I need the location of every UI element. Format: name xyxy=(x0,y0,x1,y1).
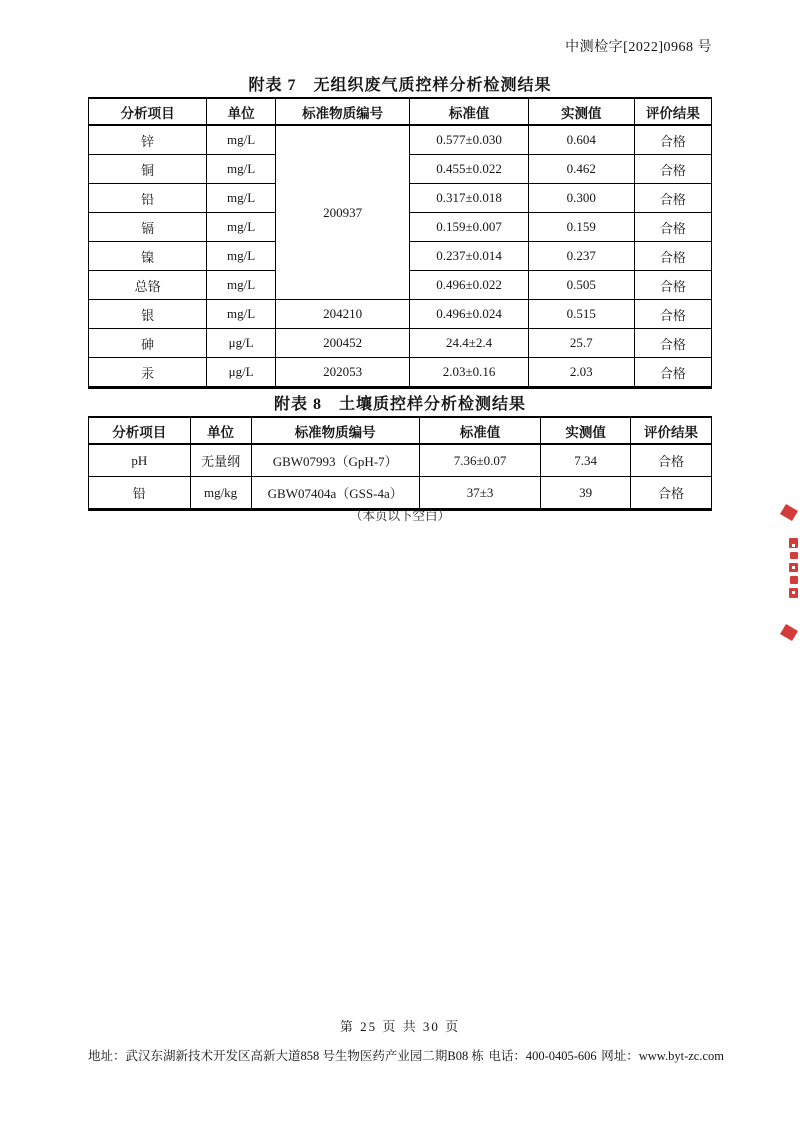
table8-header-row xyxy=(89,417,712,444)
cell-unit: μg/L xyxy=(207,329,276,358)
cell-result: 合格 xyxy=(630,477,711,510)
cell-item: 镉 xyxy=(89,213,207,242)
col-header-unit: 单位 xyxy=(207,98,276,125)
cell-ref: 204210 xyxy=(275,300,410,329)
cell-std: 0.237±0.014 xyxy=(410,242,528,271)
table-7 xyxy=(88,97,712,389)
cell-item: pH xyxy=(89,444,191,477)
page-indicator: 第 25 页 共 30 页 xyxy=(339,1019,461,1034)
cell-std: 2.03±0.16 xyxy=(410,358,528,388)
cell-std: 0.577±0.030 xyxy=(410,125,528,155)
cell-measured: 0.515 xyxy=(528,300,634,329)
footer-website: 网址：www.byt-zc.com xyxy=(601,1049,724,1063)
cell-measured: 25.7 xyxy=(528,329,634,358)
cell-unit: 无量纲 xyxy=(190,444,251,477)
cell-measured: 0.300 xyxy=(528,184,634,213)
cell-result: 合格 xyxy=(634,242,711,271)
cell-item: 铜 xyxy=(89,155,207,184)
col-header-measured: 实测值 xyxy=(541,417,631,444)
cell-result: 合格 xyxy=(634,300,711,329)
footer-address: 地址：武汉东湖新技术开发区高新大道858 号生物医药产业园二期B08 栋 xyxy=(88,1049,484,1063)
cell-unit: mg/L xyxy=(207,184,276,213)
cell-measured: 0.462 xyxy=(528,155,634,184)
cell-measured: 0.159 xyxy=(528,213,634,242)
cell-unit: mg/L xyxy=(207,213,276,242)
cell-item: 镍 xyxy=(89,242,207,271)
table7-title: 附表 7 无组织废气质控样分析检测结果 xyxy=(248,77,552,94)
cell-measured: 39 xyxy=(541,477,631,510)
cell-std: 7.36±0.07 xyxy=(419,444,540,477)
cell-result: 合格 xyxy=(634,329,711,358)
cell-item: 汞 xyxy=(89,358,207,388)
col-header-unit: 单位 xyxy=(190,417,251,444)
cell-result: 合格 xyxy=(634,125,711,155)
cell-std: 0.455±0.022 xyxy=(410,155,528,184)
cell-std: 24.4±2.4 xyxy=(410,329,528,358)
cell-ref: GBW07404a（GSS-4a） xyxy=(251,477,419,510)
table7-header-row xyxy=(89,98,712,125)
cell-item: 铅 xyxy=(89,184,207,213)
cell-item: 银 xyxy=(89,300,207,329)
table-row xyxy=(89,329,712,358)
col-header-ref: 标准物质编号 xyxy=(275,98,410,125)
footer-phone: 电话：400-0405-606 xyxy=(488,1049,597,1063)
col-header-std: 标准值 xyxy=(410,98,528,125)
cell-result: 合格 xyxy=(630,444,711,477)
cell-ref-merged: 200937 xyxy=(275,125,410,300)
doc-number: 中测检字[2022]0968 号 xyxy=(565,40,712,55)
cell-result: 合格 xyxy=(634,358,711,388)
table-row xyxy=(89,300,712,329)
cell-ref: 200452 xyxy=(275,329,410,358)
cell-result: 合格 xyxy=(634,155,711,184)
col-header-item: 分析项目 xyxy=(89,98,207,125)
cell-measured: 0.505 xyxy=(528,271,634,300)
cell-std: 0.496±0.022 xyxy=(410,271,528,300)
col-header-std: 标准值 xyxy=(419,417,540,444)
cell-unit: mg/L xyxy=(207,125,276,155)
col-header-result: 评价结果 xyxy=(634,98,711,125)
cell-unit: mg/L xyxy=(207,271,276,300)
table-row xyxy=(89,444,712,477)
cell-unit: mg/L xyxy=(207,300,276,329)
cell-item: 锌 xyxy=(89,125,207,155)
footer-contact-line xyxy=(88,1046,724,1064)
col-header-result: 评价结果 xyxy=(630,417,711,444)
cell-item: 总铬 xyxy=(89,271,207,300)
table-row xyxy=(89,358,712,388)
cell-unit: mg/L xyxy=(207,155,276,184)
cell-std: 37±3 xyxy=(419,477,540,510)
table-8 xyxy=(88,416,712,511)
cell-result: 合格 xyxy=(634,271,711,300)
cell-item: 砷 xyxy=(89,329,207,358)
col-header-ref: 标准物质编号 xyxy=(251,417,419,444)
cell-result: 合格 xyxy=(634,184,711,213)
cell-unit: mg/L xyxy=(207,242,276,271)
table-row xyxy=(89,477,712,510)
cell-ref: GBW07993（GpH-7） xyxy=(251,444,419,477)
cell-item: 铅 xyxy=(89,477,191,510)
cell-unit: mg/kg xyxy=(190,477,251,510)
col-header-measured: 实测值 xyxy=(528,98,634,125)
cell-std: 0.317±0.018 xyxy=(410,184,528,213)
cell-measured: 7.34 xyxy=(541,444,631,477)
table8-title: 附表 8 土壤质控样分析检测结果 xyxy=(273,396,526,413)
cell-unit: μg/L xyxy=(207,358,276,388)
col-header-item: 分析项目 xyxy=(89,417,191,444)
cell-result: 合格 xyxy=(634,213,711,242)
table-row xyxy=(89,125,712,155)
cell-std: 0.496±0.024 xyxy=(410,300,528,329)
cell-ref: 202053 xyxy=(275,358,410,388)
cell-measured: 0.604 xyxy=(528,125,634,155)
blank-below-note: （本页以下空白） xyxy=(349,509,450,523)
cell-std: 0.159±0.007 xyxy=(410,213,528,242)
red-stamp-fragment-icon xyxy=(776,500,800,650)
cell-measured: 0.237 xyxy=(528,242,634,271)
cell-measured: 2.03 xyxy=(528,358,634,388)
